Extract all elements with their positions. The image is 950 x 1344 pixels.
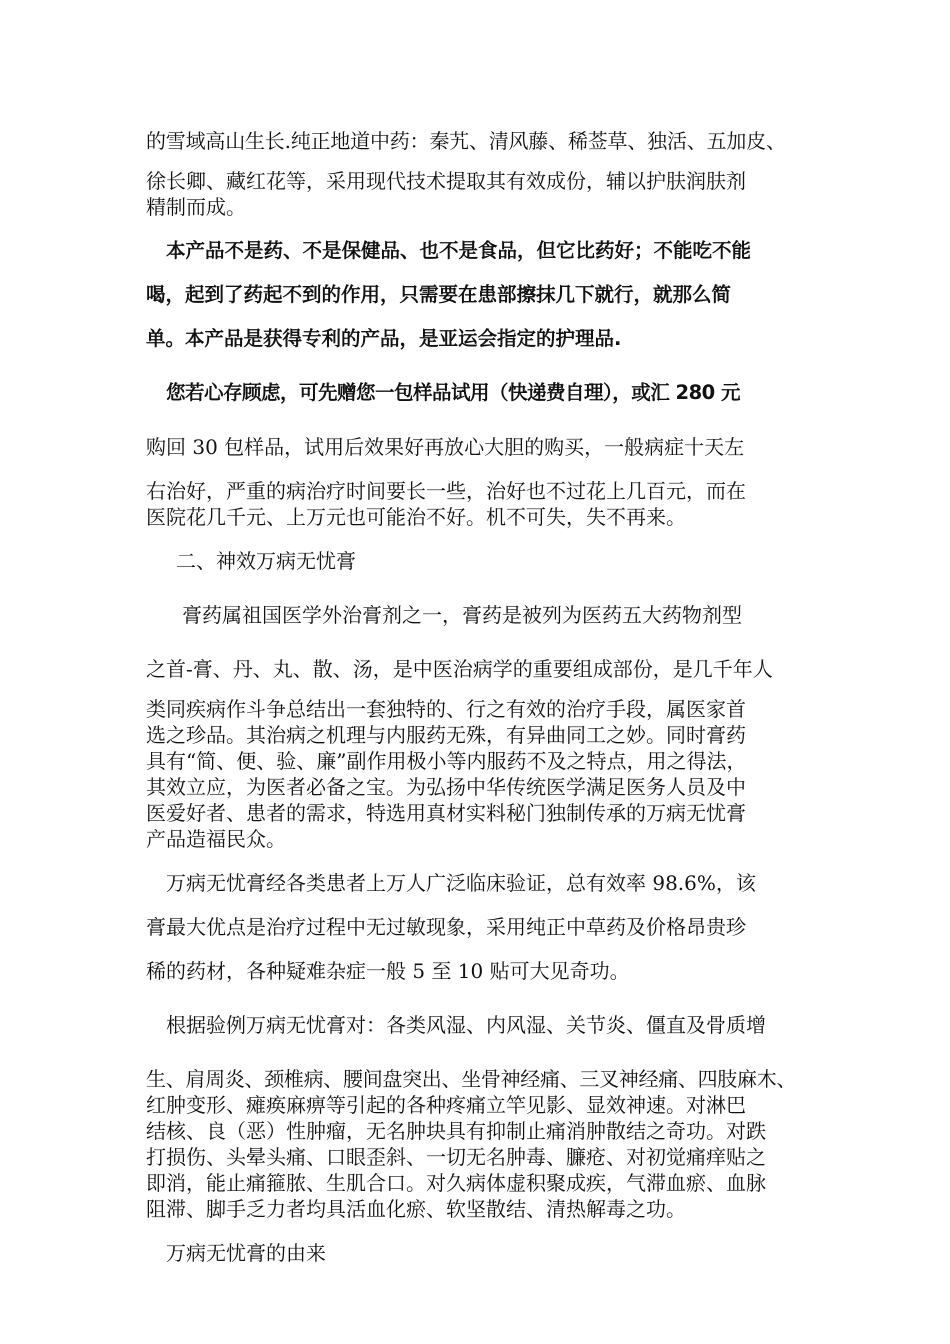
text-line: 结核、良（恶）性肿瘤，无名肿块具有抑制止痛消肿散结之奇功。对跌: [146, 1119, 766, 1143]
text-line: 本产品不是药、不是保健品、也不是食品，但它比药好；不能吃不能: [166, 239, 752, 262]
text-line: 的雪域高山生长.纯正地道中药：秦艽、清风藤、稀莶草、独活、五加皮、: [146, 129, 786, 153]
text-line: 喝，起到了药起不到的作用，只需要在患部擦抹几下就行，就那么简: [146, 283, 732, 306]
text-line: 之首-膏、丹、丸、散、汤，是中医治病学的重要组成部份，是几千年人: [146, 657, 773, 681]
text-line: 稀的药材，各种疑难杂症一般 5 至 10 贴可大见奇功。: [146, 959, 630, 983]
text-line: 其效立应，为医者必备之宝。为弘扬中华传统医学满足医务人员及中: [146, 775, 746, 799]
paragraph-indications: [146, 1012, 812, 1222]
document-body: [146, 128, 812, 1266]
text-line: 类同疾病作斗争总结出一套独特的、行之有效的治疗手段，属医家首: [146, 697, 746, 721]
text-line: 具有“简、便、验、廉”副作用极小等内服药不及之特点，用之得法，: [146, 749, 747, 773]
text-line: 膏最大优点是治疗过程中无过敏现象，采用纯正中草药及价格昂贵珍: [146, 915, 746, 939]
text-line: 万病无忧膏经各类患者上万人广泛临床验证，总有效率 98.6%，该: [166, 871, 756, 895]
text-line: 根据验例万病无忧膏对：各类风湿、内风湿、关节炎、僵直及骨质增: [166, 1013, 766, 1037]
text-line: 即消，能止痛箍脓、生肌合口。对久病体虚积聚成疾，气滞血瘀、血脉: [146, 1171, 766, 1195]
paragraph-ingredients: [146, 128, 812, 220]
paragraph-product-claim: [146, 238, 812, 352]
section-heading: 二、神效万病无忧膏: [176, 549, 356, 573]
text-line: 红肿变形、瘫痪麻痹等引起的各种疼痛立竿见影、显效神速。对淋巴: [146, 1093, 746, 1117]
text-line: 阻滞、脚手乏力者均具活血化瘀、软坚散结、清热解毒之功。: [146, 1197, 686, 1221]
text-line: 选之珍品。其治病之机理与内服药无殊，有异曲同工之妙。同时膏药: [146, 723, 746, 747]
subsection-heading: 万病无忧膏的由来: [166, 1241, 326, 1265]
text-line: 精制而成。: [146, 195, 246, 219]
text-line: 膏药属祖国医学外治膏剂之一，膏药是被列为医药五大药物剂型: [182, 603, 742, 627]
text-line: 生、肩周炎、颈椎病、腰间盘突出、坐骨神经痛、三叉神经痛、四肢麻木、: [146, 1067, 797, 1091]
text-line: 右治好，严重的病治疗时间要长一些，治好也不过花上几百元，而在: [146, 479, 746, 503]
paragraph-plaster-intro: [146, 602, 812, 852]
text-line: 产品造福民众。: [146, 827, 286, 851]
text-line: 打损伤、头晕头痛、口眼歪斜、一切无名肿毒、臁疮、对初觉痛痒贴之: [146, 1145, 766, 1169]
text-line: 购回 30 包样品，试用后效果好再放心大胆的购买，一般病症十天左: [146, 435, 745, 459]
text-line: 医爱好者、患者的需求，特选用真材实料秘门独制传承的万病无忧膏: [146, 801, 746, 825]
text-line: 单。本产品是获得专利的产品，是亚运会指定的护理品.: [146, 327, 622, 350]
paragraph-sample-offer: [146, 380, 812, 530]
text-line: 医院花几千元、上万元也可能治不好。机不可失，失不再来。: [146, 505, 686, 529]
paragraph-efficacy: [146, 870, 812, 984]
text-line: 徐长卿、藏红花等，采用现代技术提取其有效成份，辅以护肤润肤剂: [146, 169, 746, 193]
text-line: 您若心存顾虑，可先赠您一包样品试用（快递费自理），或汇 280 元: [166, 381, 741, 404]
